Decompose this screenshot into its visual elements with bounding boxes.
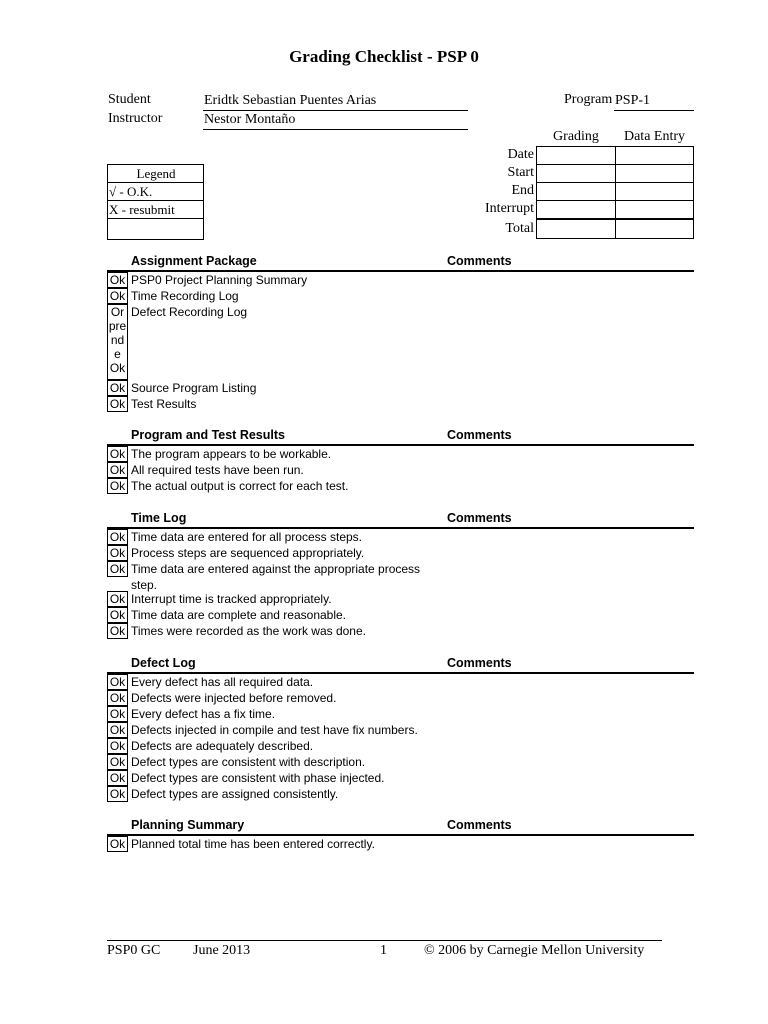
check-box[interactable]: Ok xyxy=(107,836,128,852)
comments-header: Comments xyxy=(447,254,512,268)
checklist-item: Defects are adequately described. xyxy=(131,739,314,753)
footer-page-number: 1 xyxy=(380,943,387,958)
check-box[interactable]: Ok xyxy=(107,623,128,639)
checklist-item: All required tests have been run. xyxy=(131,463,304,477)
total-entry-cell[interactable] xyxy=(615,219,694,239)
program-field[interactable]: PSP-1 xyxy=(614,92,694,111)
check-box[interactable]: Ok xyxy=(107,561,128,577)
checklist-item: Time Recording Log xyxy=(131,289,239,303)
section-title-assignment: Assignment Package xyxy=(131,254,257,268)
checklist-item: Time data are entered for all process steps. xyxy=(131,530,362,544)
checklist-item: Every defect has a fix time. xyxy=(131,707,276,721)
checklist-item: The actual output is correct for each test. xyxy=(131,479,349,493)
program-label: Program xyxy=(564,92,613,107)
legend-ok: √ - O.K. xyxy=(108,183,203,201)
comments-header: Comments xyxy=(447,656,512,670)
check-box[interactable]: Ok xyxy=(107,738,128,754)
check-box[interactable]: Ok xyxy=(107,380,128,396)
check-box[interactable]: Ok xyxy=(107,478,128,494)
interrupt-label: Interrupt xyxy=(485,201,534,216)
checklist-item: Defect types are assigned consistently. xyxy=(131,787,339,801)
check-box[interactable]: Ok xyxy=(107,288,128,304)
date-grading-cell[interactable] xyxy=(536,146,616,165)
grading-column-header: Grading xyxy=(553,129,599,144)
date-entry-cell[interactable] xyxy=(615,146,694,165)
check-box[interactable]: Ok xyxy=(107,690,128,706)
end-entry-cell[interactable] xyxy=(615,182,694,201)
check-box[interactable]: Ok xyxy=(107,786,128,802)
check-box[interactable]: Ok xyxy=(107,272,128,288)
comments-header: Comments xyxy=(447,511,512,525)
checklist-item: The program appears to be workable. xyxy=(131,447,332,461)
end-label: End xyxy=(511,183,534,198)
checklist-item: Time data are complete and reasonable. xyxy=(131,608,347,622)
start-entry-cell[interactable] xyxy=(615,164,694,183)
check-box[interactable]: Or pre nd e Ok xyxy=(107,304,128,380)
check-box[interactable]: Ok xyxy=(107,706,128,722)
interrupt-grading-cell[interactable] xyxy=(536,200,616,219)
footer-date: June 2013 xyxy=(193,943,251,958)
check-box[interactable]: Ok xyxy=(107,722,128,738)
date-label: Date xyxy=(507,147,534,162)
check-box[interactable]: Ok xyxy=(107,446,128,462)
checklist-item: Defect Recording Log xyxy=(131,305,248,319)
checklist-item: Source Program Listing xyxy=(131,381,257,395)
checklist-item: Test Results xyxy=(131,397,197,411)
checklist-item: Defect types are consistent with phase injected. xyxy=(131,771,385,785)
interrupt-entry-cell[interactable] xyxy=(615,200,694,219)
legend-title: Legend xyxy=(108,165,203,183)
checklist-item: Time data are entered against the appropriate process step. xyxy=(131,562,421,592)
check-box[interactable]: Ok xyxy=(107,770,128,786)
checklist-item: Defects were injected before removed. xyxy=(131,691,337,705)
check-box[interactable]: Ok xyxy=(107,462,128,478)
student-field[interactable]: Eridtk Sebastian Puentes Arias xyxy=(203,92,468,111)
checklist-item: Interrupt time is tracked appropriately. xyxy=(131,592,332,606)
start-grading-cell[interactable] xyxy=(536,164,616,183)
legend-blank xyxy=(108,219,203,239)
checklist-item: PSP0 Project Planning Summary xyxy=(131,273,308,287)
page-title: Grading Checklist - PSP 0 xyxy=(289,47,479,66)
check-box[interactable]: Ok xyxy=(107,529,128,545)
checklist-item: Times were recorded as the work was done. xyxy=(131,624,366,638)
data-entry-column-header: Data Entry xyxy=(623,129,686,144)
section-title-planning: Planning Summary xyxy=(131,818,245,832)
end-grading-cell[interactable] xyxy=(536,182,616,201)
section-title-defect-log: Defect Log xyxy=(131,656,196,670)
student-label: Student xyxy=(108,92,151,107)
checklist-item: Planned total time has been entered correctly. xyxy=(131,837,375,851)
check-box[interactable]: Ok xyxy=(107,396,128,412)
instructor-field[interactable]: Nestor Montaño xyxy=(203,111,468,130)
checklist-item: Defect types are consistent with description. xyxy=(131,755,366,769)
footer-divider xyxy=(107,940,662,941)
check-box[interactable]: Ok xyxy=(107,607,128,623)
section-title-time-log: Time Log xyxy=(131,511,187,525)
comments-header: Comments xyxy=(447,818,512,832)
start-label: Start xyxy=(507,165,534,180)
check-box[interactable]: Ok xyxy=(107,754,128,770)
legend-resubmit: X - resubmit xyxy=(108,201,203,219)
checklist-item: Defects injected in compile and test have fix numbers. xyxy=(131,723,418,737)
checklist-item: Every defect has all required data. xyxy=(131,675,314,689)
section-title-program: Program and Test Results xyxy=(131,428,285,442)
footer-doc-id: PSP0 GC xyxy=(107,943,161,958)
legend-box xyxy=(107,164,204,240)
total-grading-cell[interactable] xyxy=(536,219,616,239)
checklist-item: Process steps are sequenced appropriately. xyxy=(131,546,365,560)
check-box[interactable]: Ok xyxy=(107,674,128,690)
comments-header: Comments xyxy=(447,428,512,442)
footer-copyright: © 2006 by Carnegie Mellon University xyxy=(424,943,645,958)
instructor-label: Instructor xyxy=(108,111,163,126)
check-box[interactable]: Ok xyxy=(107,591,128,607)
check-box[interactable]: Ok xyxy=(107,545,128,561)
total-label: Total xyxy=(505,221,534,236)
